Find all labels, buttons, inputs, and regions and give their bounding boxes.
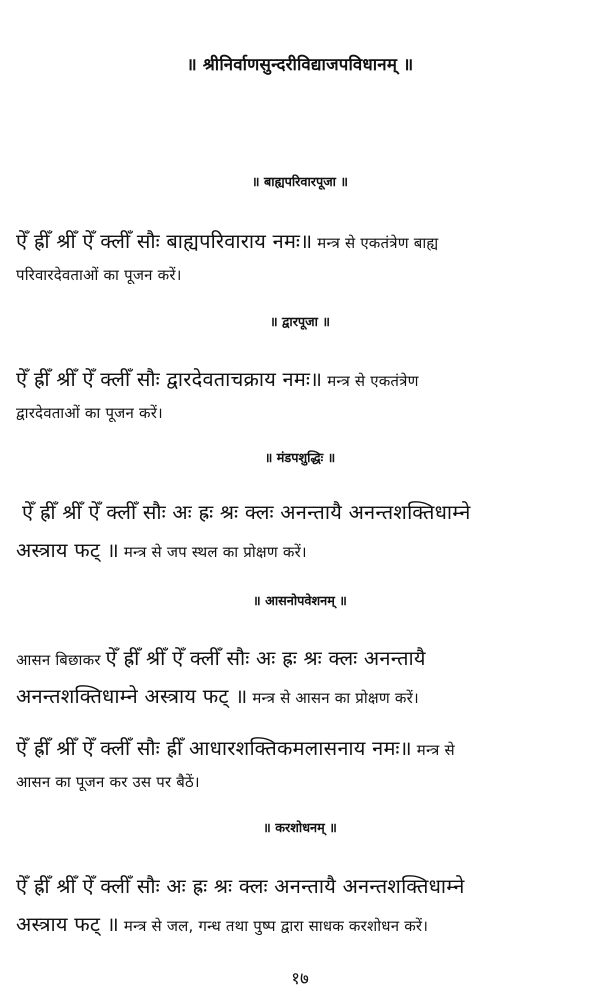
text-line: [22, 494, 594, 532]
mantra-text: ऐँ ह्रीँ श्रीँ ऐँ क्लीँ सौः अः ह्रः श्रः क्लः अनन्तायै अनन्तशक्तिधाम्ने: [22, 500, 471, 524]
text-line: [16, 906, 588, 944]
paragraph-mandap-shuddhi: [16, 494, 594, 570]
section-heading-karashodhanam: ॥ करशोधनम् ॥: [263, 821, 337, 836]
paragraph-asan-pujan: [16, 732, 588, 798]
text-line: [16, 532, 594, 570]
paragraph-asan-prokshan: [16, 640, 588, 716]
mantra-text: ऐँ ह्रीँ श्रीँ ऐँ क्लीँ सौः अः ह्रः श्रः क्लः अनन्तायै: [105, 646, 426, 670]
page-title: ॥ श्रीनिर्वाणसुन्दरीविद्याजपविधानम् ॥: [186, 54, 414, 74]
mantra-text: ऐँ ह्रीँ श्रीँ ऐँ क्लीँ सौः ह्रीँ आधारशक्तिकमलासनाय नमः॥: [16, 736, 412, 760]
mantra-text: ऐँ ह्रीँ श्रीँ ऐँ क्लीँ सौः बाह्यपरिवाराय नमः॥: [16, 229, 313, 253]
paragraph-bahya-parivar-puja: [16, 225, 588, 291]
mantra-text: ऐँ ह्रीँ श्रीँ ऐँ क्लीँ सौः अः ह्रः श्रः क्लः अनन्तायै अनन्तशक्तिधाम्ने: [16, 874, 465, 898]
paragraph-dvar-puja: [16, 363, 588, 429]
instruction-text: परिवारदेवताओं का पूजन करें।: [16, 266, 182, 284]
section-heading-dvar-puja: ॥ द्वारपूजा ॥: [269, 315, 330, 330]
text-line: [16, 259, 588, 291]
instruction-text: मन्त्र से जल, गन्ध तथा पुष्प द्वारा साधक करशोधन करें।: [118, 917, 429, 935]
paragraph-karashodhanam: [16, 868, 588, 944]
section-heading-asanopaveshanam: ॥ आसनोपवेशनम् ॥: [253, 594, 347, 609]
text-line: [16, 640, 588, 678]
instruction-text: मन्त्र से जप स्थल का प्रोक्षण करें।: [118, 543, 307, 561]
text-line: [16, 363, 588, 397]
text-line: [16, 868, 588, 906]
text-line: [16, 225, 588, 259]
instruction-text: मन्त्र से एकतंत्रेण: [322, 372, 419, 390]
instruction-text: मन्त्र से एकतंत्रेण बाह्य: [312, 234, 439, 252]
instruction-text: मन्त्र से: [411, 741, 455, 759]
instruction-text: मन्त्र से आसन का प्रोक्षण करें।: [247, 689, 419, 707]
mantra-text: अस्त्राय फट् ॥: [16, 912, 119, 936]
instruction-text: आसन का पूजन कर उस पर बैठें।: [16, 773, 200, 791]
section-heading-mandap-shuddhi: ॥ मंडपशुद्धिः ॥: [264, 451, 336, 466]
page-number: १७: [291, 969, 309, 989]
text-line: [16, 766, 588, 798]
mantra-text: अस्त्राय फट् ॥: [16, 538, 119, 562]
mantra-text: अनन्तशक्तिधाम्ने अस्त्राय फट् ॥: [16, 684, 248, 708]
mantra-text: ऐँ ह्रीँ श्रीँ ऐँ क्लीँ सौः द्वारदेवताचक्राय नमः॥: [16, 367, 323, 391]
text-line: [16, 397, 588, 429]
text-line: [16, 732, 588, 766]
instruction-text: द्वारदेवताओं का पूजन करें।: [16, 404, 163, 422]
section-heading-bahya-parivar-puja: ॥ बाह्यपरिवारपूजा ॥: [251, 175, 349, 190]
text-line: [16, 678, 588, 716]
instruction-text: आसन बिछाकर: [16, 651, 106, 669]
